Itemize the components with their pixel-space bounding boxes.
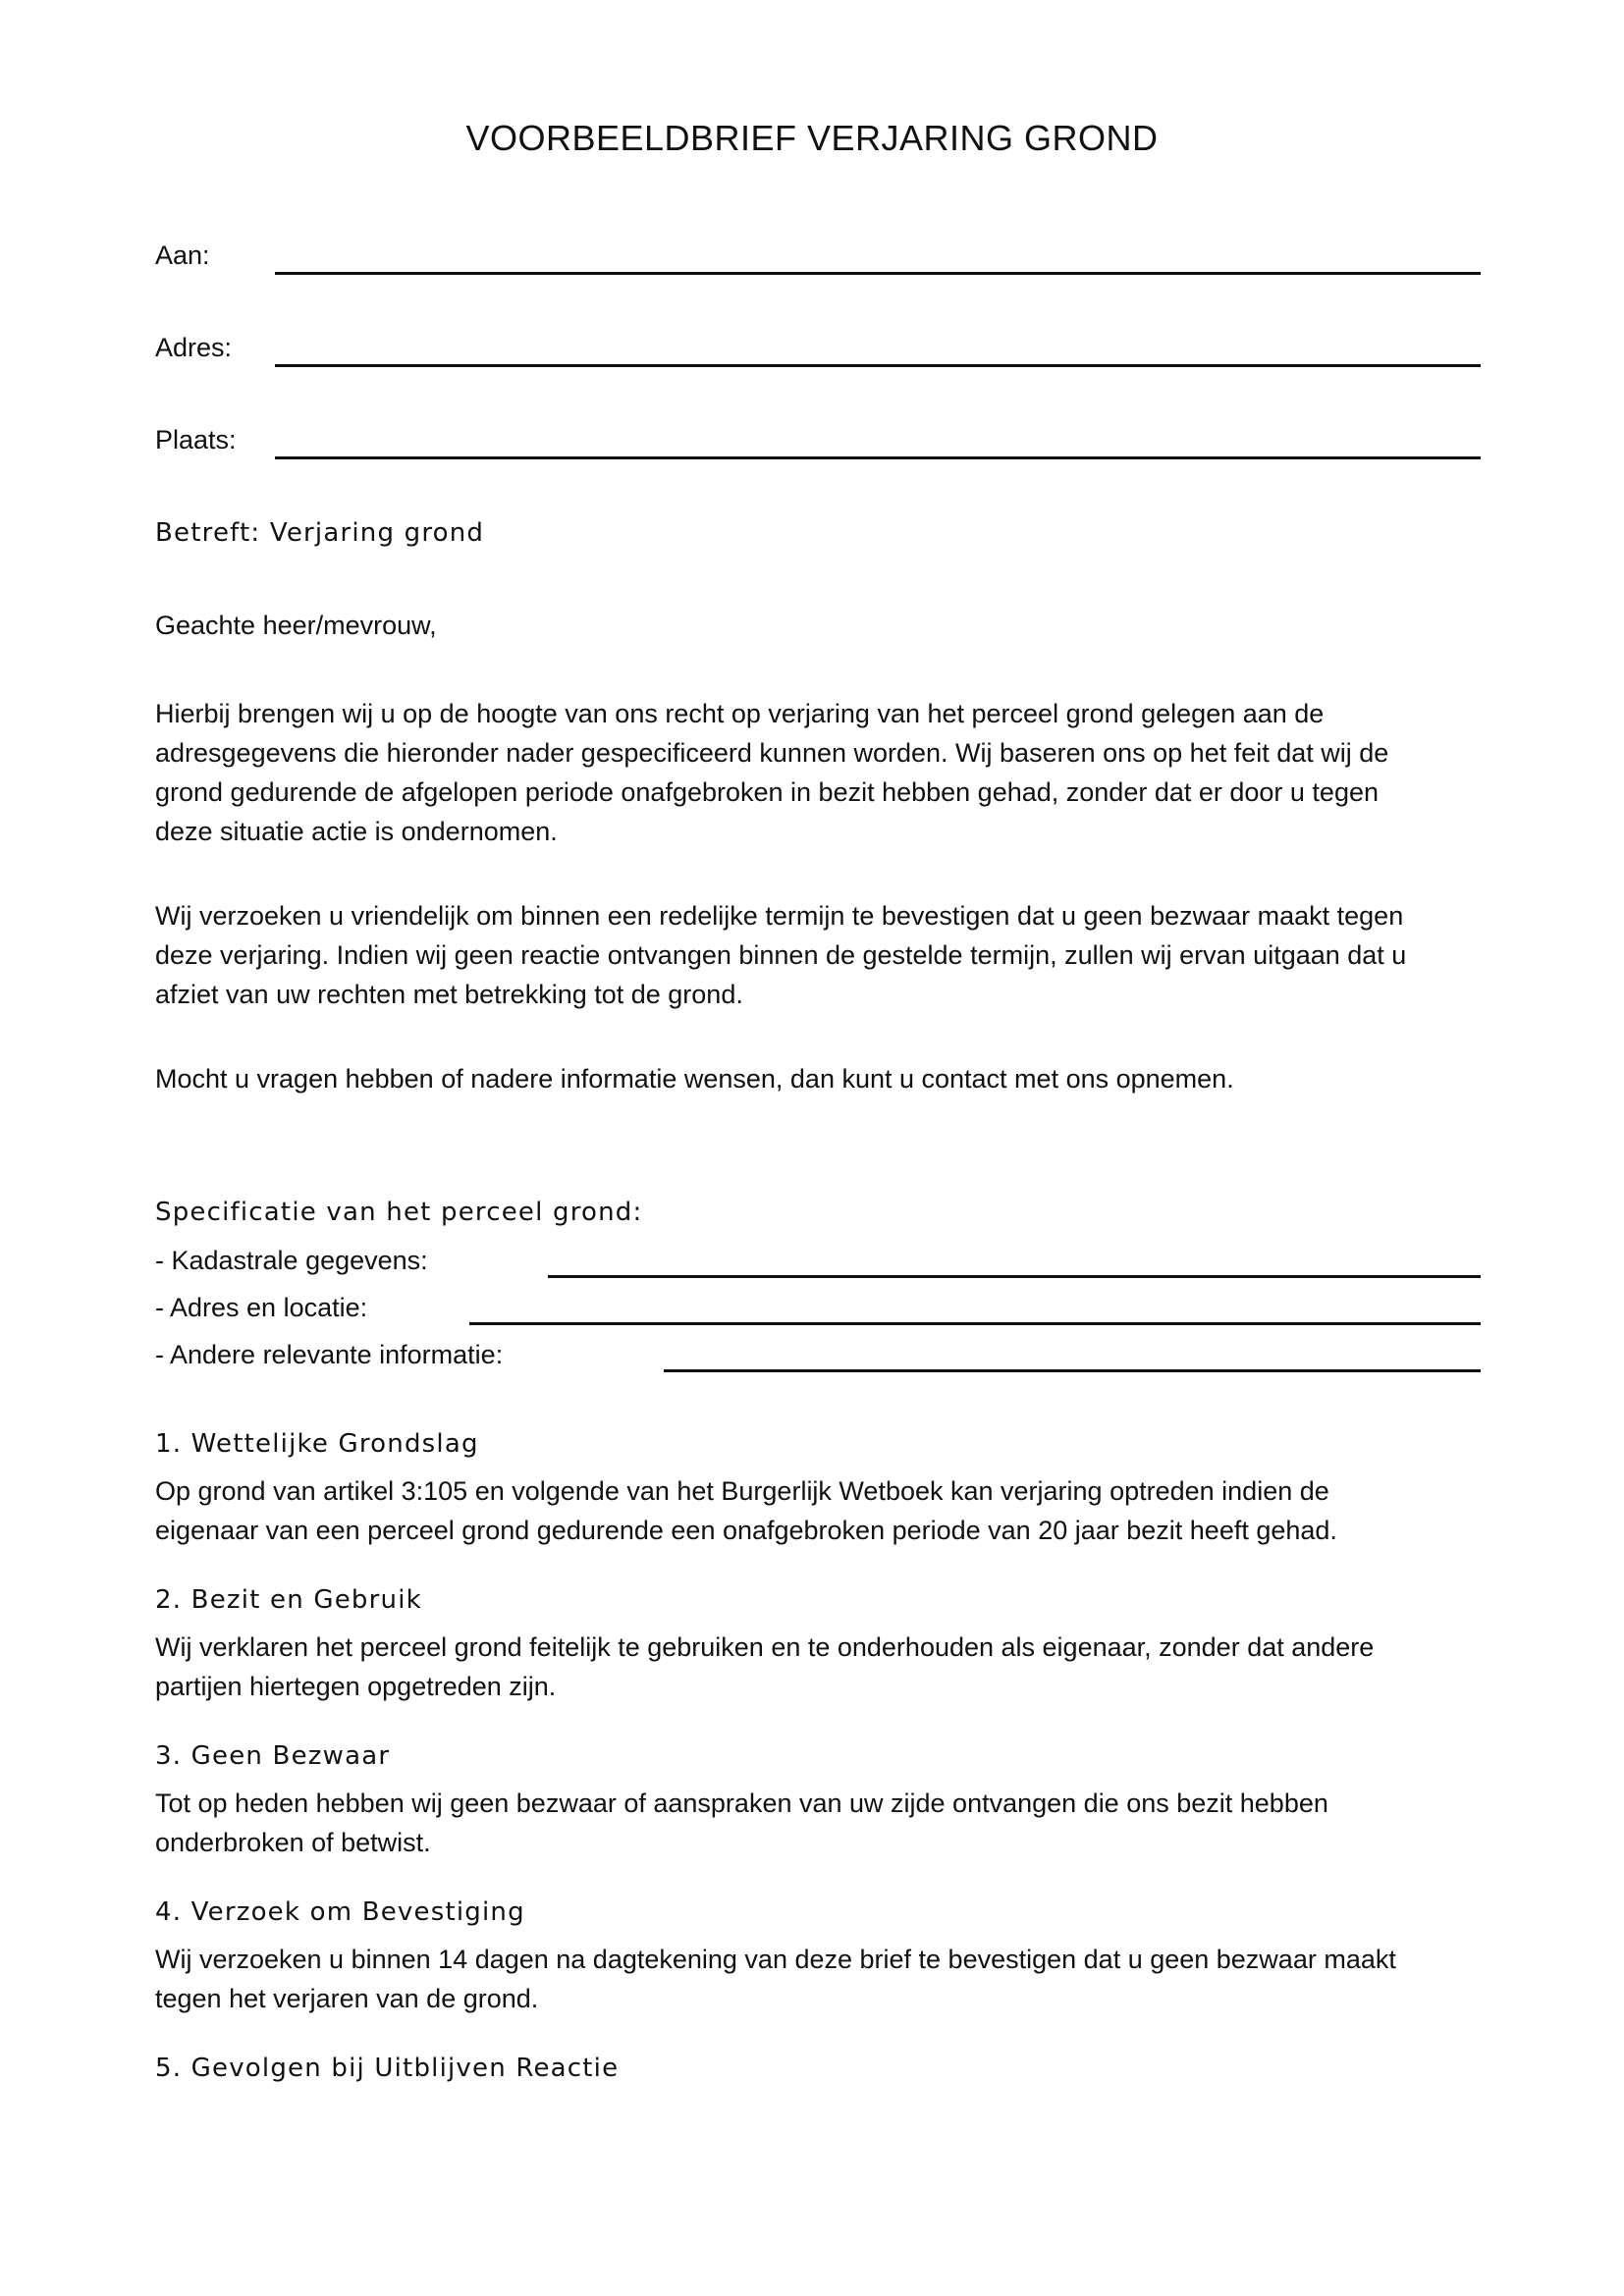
paragraph-line: Tot op heden hebben wij geen bezwaar of aanspraken van uw zijde ontvangen die ons bezit hebben [155,1789,1328,1818]
paragraph-line: tegen het verjaren van de grond. [155,1984,539,2013]
paragraph-line: Hierbij brengen wij u op de hoogte van ons recht op verjaring van het perceel grond gelegen aan de [155,699,1325,728]
subject-line: Betreft: Verjaring grond [155,518,485,548]
paragraph-request [155,896,1481,1014]
paragraph-line: partijen hiertegen opgetreden zijn. [155,1672,557,1701]
paragraph-line: Wij verklaren het perceel grond feitelijk te gebruiken en te onderhouden als eigenaar, zonder dat andere [155,1632,1375,1662]
paragraph-line: Wij verzoeken u vriendelijk om binnen een redelijke termijn te bevestigen dat u geen bezwaar maakt tegen [155,901,1404,931]
spec-location-field[interactable] [469,1322,1481,1325]
recipient-label: Aan: [155,240,210,270]
section-body [155,1940,1481,2018]
section-heading: 5. Gevolgen bij Uitblijven Reactie [155,2054,620,2083]
paragraph-line: deze situatie actie is ondernomen. [155,817,558,846]
recipient-field[interactable] [275,272,1481,275]
section-body [155,1784,1481,1862]
spec-location-label: - Adres en locatie: [155,1293,368,1322]
paragraph-line: onderbroken of betwist. [155,1828,431,1857]
paragraph-line: Op grond van artikel 3:105 en volgende van het Burgerlijk Wetboek kan verjaring optreden indien de [155,1476,1329,1506]
spec-cadastral-row [155,1239,1481,1278]
section-heading: 2. Bezit en Gebruik [155,1585,422,1615]
spec-other-field[interactable] [664,1369,1481,1372]
page-title: VOORBEELDBRIEF VERJARING GROND [465,118,1159,158]
place-field-row [155,416,1481,459]
address-label: Adres: [155,333,233,362]
spec-cadastral-field[interactable] [548,1275,1481,1278]
paragraph-contact: Mocht u vragen hebben of nadere informatie wensen, dan kunt u contact met ons opnemen. [155,1064,1234,1094]
paragraph-line: adresgegevens die hieronder nader gespecificeerd kunnen worden. Wij baseren ons op het feit dat wij de [155,738,1389,768]
section-heading: 3. Geen Bezwaar [155,1741,391,1771]
paragraph-line: grond gedurende de afgelopen periode onafgebroken in bezit hebben gehad, zonder dat er door u tegen [155,777,1379,807]
place-field[interactable] [275,456,1481,459]
paragraph-line: deze verjaring. Indien wij geen reactie ontvangen binnen de gestelde termijn, zullen wij ervan uitgaan dat u [155,940,1407,970]
salutation: Geachte heer/mevrouw, [155,611,437,640]
recipient-field-row [155,232,1481,275]
place-label: Plaats: [155,425,237,454]
paragraph-intro [155,694,1481,851]
paragraph-line: eigenaar van een perceel grond gedurende een onafgebroken periode van 20 jaar bezit heeft gehad. [155,1516,1337,1545]
section-heading: 1. Wettelijke Grondslag [155,1429,479,1459]
spec-location-row [155,1286,1481,1325]
section-heading: 4. Verzoek om Bevestiging [155,1897,525,1927]
spec-other-row [155,1333,1481,1372]
paragraph-line: afziet van uw rechten met betrekking tot de grond. [155,980,743,1009]
section-body [155,1471,1481,1550]
section-body [155,1628,1481,1706]
specification-heading: Specificatie van het perceel grond: [155,1198,643,1227]
spec-other-label: - Andere relevante informatie: [155,1340,504,1369]
spec-cadastral-label: - Kadastrale gegevens: [155,1246,428,1275]
address-field[interactable] [275,364,1481,367]
paragraph-line: Wij verzoeken u binnen 14 dagen na dagtekening van deze brief te bevestigen dat u geen bezwaar maakt [155,1945,1396,1974]
address-field-row [155,324,1481,367]
